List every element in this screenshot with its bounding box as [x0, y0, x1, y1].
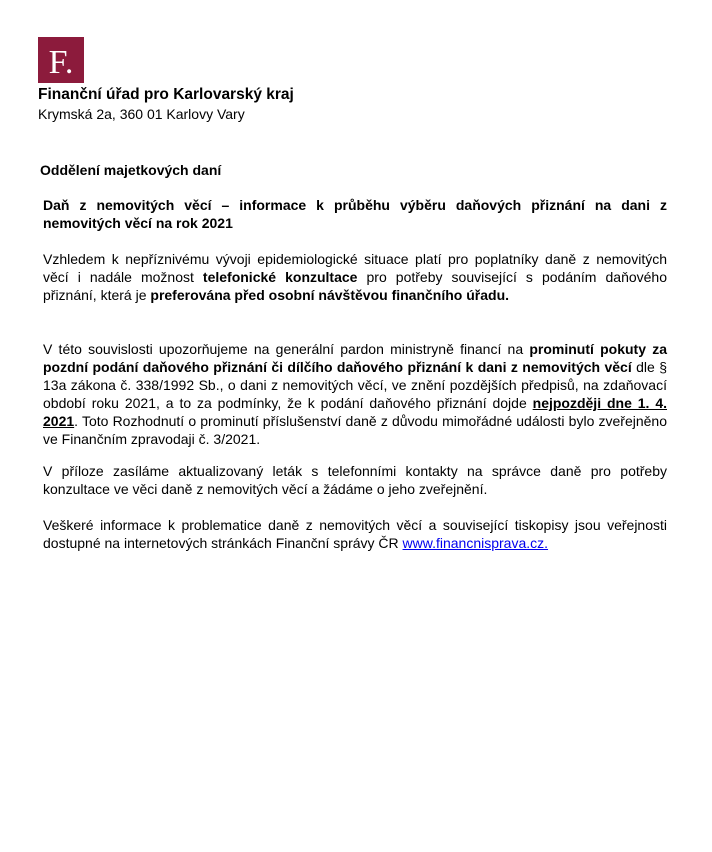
text: Vzhledem k nepříznivému vývoji epidemiologické situace platí pro poplatníky daně z nemovitých věcí i nadále možnost [43, 251, 667, 285]
deadline-date: nejpozději dne 1. 4. 2021 [43, 395, 668, 429]
emphasis-penalty-waiver: prominutí pokuty za pozdní podání daňového přiznání či dílčího daňového přiznání k dani z nemovitých věcí [43, 341, 668, 375]
text: pro potřeby související s podáním daňového přiznání, která je [43, 269, 668, 303]
text: V této souvislosti upozorňujeme na generální pardon ministryně financí na [43, 341, 530, 357]
office-address: Krymská 2a, 360 01 Karlovy Vary [38, 106, 245, 122]
emphasis-preferred: preferována před osobní návštěvou finančního úřadu. [150, 287, 510, 303]
logo-letter: F. [48, 44, 74, 81]
financni-sprava-logo [38, 37, 84, 83]
paragraph-attachment: V příloze zasíláme aktualizovaný leták s telefonními kontakty na správce daně pro potřeby konzultace ve věci daně z nemovitých věcí a žádáme o jeho zveřejnění. [43, 463, 667, 497]
office-name: Finanční úřad pro Karlovarský kraj [38, 86, 294, 103]
department-heading: Oddělení majetkových daní [40, 162, 222, 178]
text: Veškeré informace k problematice daně z nemovitých věcí a související tiskopisy jsou veřejnosti dostupné na internetových stránkách Finanční správy ČR [43, 517, 667, 551]
text: dle § 13a zákona č. 338/1992 Sb., o dani z nemovitých věcí, ve znění pozdějších předpisů, na zdaňovací období roku 2021, a to za podmínky, že k podání daňového přiznání dojde [43, 359, 667, 411]
document-title: Daň z nemovitých věcí – informace k průběhu výběru daňových přiznání na dani z nemovitých věcí na rok 2021 [43, 197, 667, 231]
financni-sprava-link[interactable]: www.financnisprava.cz. [402, 535, 549, 551]
paragraph-more-info [43, 516, 667, 552]
paragraph-phone-consultation [43, 250, 667, 304]
text: . Toto Rozhodnutí o prominutí příslušenství daně z důvodu mimořádné události bylo zveřejněno ve Finančním zpravodaji č. 3/2021. [43, 413, 667, 447]
paragraph-general-pardon [43, 340, 667, 448]
emphasis-phone-consultation: telefonické konzultace [202, 269, 358, 285]
